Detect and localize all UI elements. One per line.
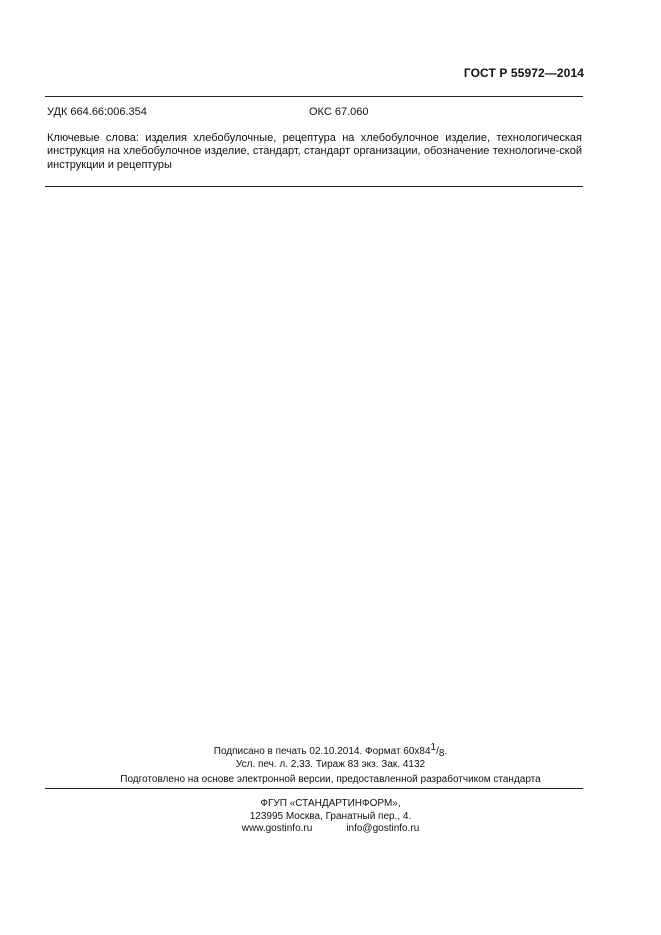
signed-text: Подписано в печать 02.10.2014. Формат 60х84 xyxy=(213,746,431,757)
publisher-address: 123995 Москва, Гранатный пер., 4. xyxy=(249,811,412,822)
keywords-divider xyxy=(45,186,583,187)
prepared-note-line: Подготовлено на основе электронной версии, предоставленной разработчиком стандарта xyxy=(120,774,541,785)
format-fraction-numerator: 1 xyxy=(430,742,437,753)
publisher-name: ФГУП «СТАНДАРТИНФОРМ», xyxy=(260,798,401,809)
top-divider xyxy=(45,96,583,97)
format-fraction-slash: / xyxy=(436,746,439,757)
udk-code: УДК 664.66:006.354 xyxy=(47,106,147,118)
website-link[interactable]: www.gostinfo.ru xyxy=(241,823,313,834)
publisher-contacts xyxy=(0,823,661,834)
signed-suffix: . xyxy=(444,746,448,757)
oks-code: ОКС 67.060 xyxy=(309,106,369,118)
signed-for-print-line xyxy=(0,742,661,759)
keywords-paragraph: Ключевые слова: изделия хлебобулочные, рецептура на хлебобулочное изделие, технологическая инструкция на хлебобулочное изделие, стандарт, стандарт организации, обозначение технологиче-ской инструкции и рецептуры xyxy=(47,132,582,171)
email-link[interactable]: info@gostinfo.ru xyxy=(346,823,420,834)
print-details-line: Усл. печ. л. 2,33. Тираж 83 экз. Зак. 4132 xyxy=(235,759,426,770)
standard-code: ГОСТ Р 55972—2014 xyxy=(463,66,584,80)
format-fraction-denominator: 8 xyxy=(438,748,445,759)
footer-divider xyxy=(45,788,583,789)
